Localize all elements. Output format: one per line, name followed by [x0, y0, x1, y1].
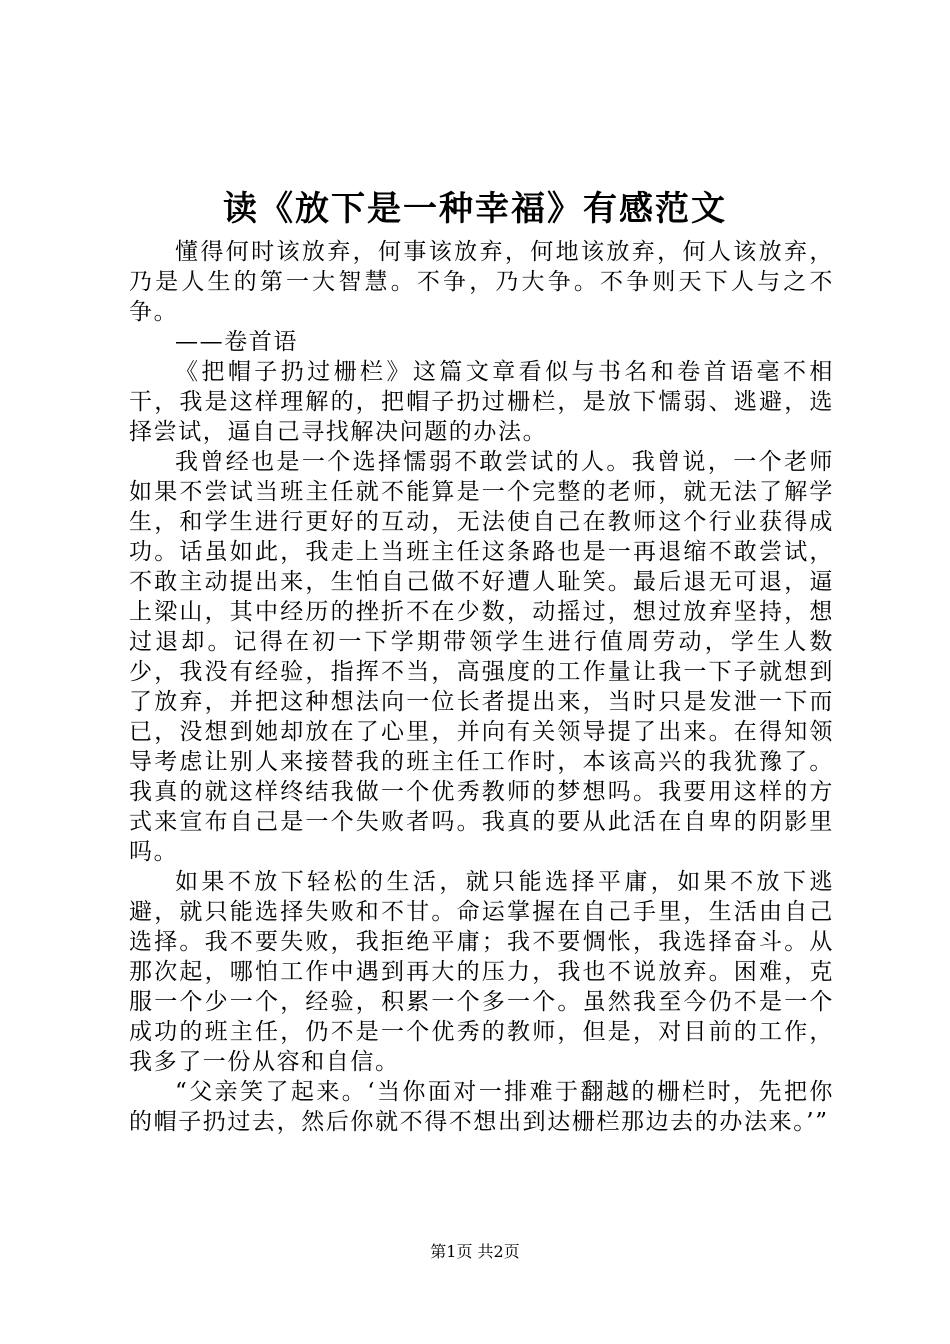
paragraph-epigraph-source: ——卷首语: [175, 329, 298, 355]
paragraph-personal-experience: 我曾经也是一个选择懦弱不敢尝试的人。我曾说，一个老师如果不尝试当班主任就不能算是一个完整的老师，就无法了解学生，和学生进行更好的互动，无法使自己在教师这个行业获得成功。话虽如此，我走上当班主任这条路也是一再退缩不敢尝试，不敢主动提出来，生怕自己做不好遭人耻笑。最后退无可退，逼上梁山，其中经历的挫折不在少数，动摇过，想过放弃坚持，想过退却。记得在初一下学期带领学生进行值周劳动，学生人数少，我没有经验，指挥不当，高强度的工作量让我一下子就想到了放弃，并把这种想法向一位长者提出来，当时只是发泄一下而已，没想到她却放在了心里，并向有关领导提了出来。在得知领导考虑让别人来接替我的班主任工作时，本该高兴的我犹豫了。我真的就这样终结我做一个优秀教师的梦想吗。我要用这样的方式来宣布自己是一个失败者吗。我真的要从此活在自卑的阴影里吗。: [129, 449, 834, 865]
paragraph-reflection: 如果不放下轻松的生活，就只能选择平庸，如果不放下逃避，就只能选择失败和不甘。命运掌握在自己手里，生活由自己选择。我不要失败，我拒绝平庸；我不要惆怅，我选择奋斗。从那次起，哪怕工作中遇到再大的压力，我也不说放弃。困难，克服一个少一个，经验，积累一个多一个。虽然我至今仍不是一个成功的班主任，仍不是一个优秀的教师，但是，对目前的工作，我多了一份从容和自信。: [129, 869, 834, 1075]
paragraph-quote: “父亲笑了起来。‘当你面对一排难于翻越的栅栏时，先把你的帽子扔过去，然后你就不得不想出到达栅栏那边去的办法来。’”: [129, 1079, 834, 1135]
document-title: 读《放下是一种幸福》有感范文: [223, 189, 727, 229]
paragraph-epigraph: 懂得何时该放弃，何事该放弃，何地该放弃，何人该放弃，乃是人生的第一大智慧。不争，乃大争。不争则天下人与之不争。: [129, 239, 834, 325]
page-footer: 第1页 共2页: [430, 1242, 520, 1261]
paragraph-article-interpretation: 《把帽子扔过栅栏》这篇文章看似与书名和卷首语毫不相干，我是这样理解的，把帽子扔过栅栏，是放下懦弱、逃避，选择尝试，逼自己寻找解决问题的办法。: [129, 359, 834, 445]
document-body: [129, 237, 834, 1137]
